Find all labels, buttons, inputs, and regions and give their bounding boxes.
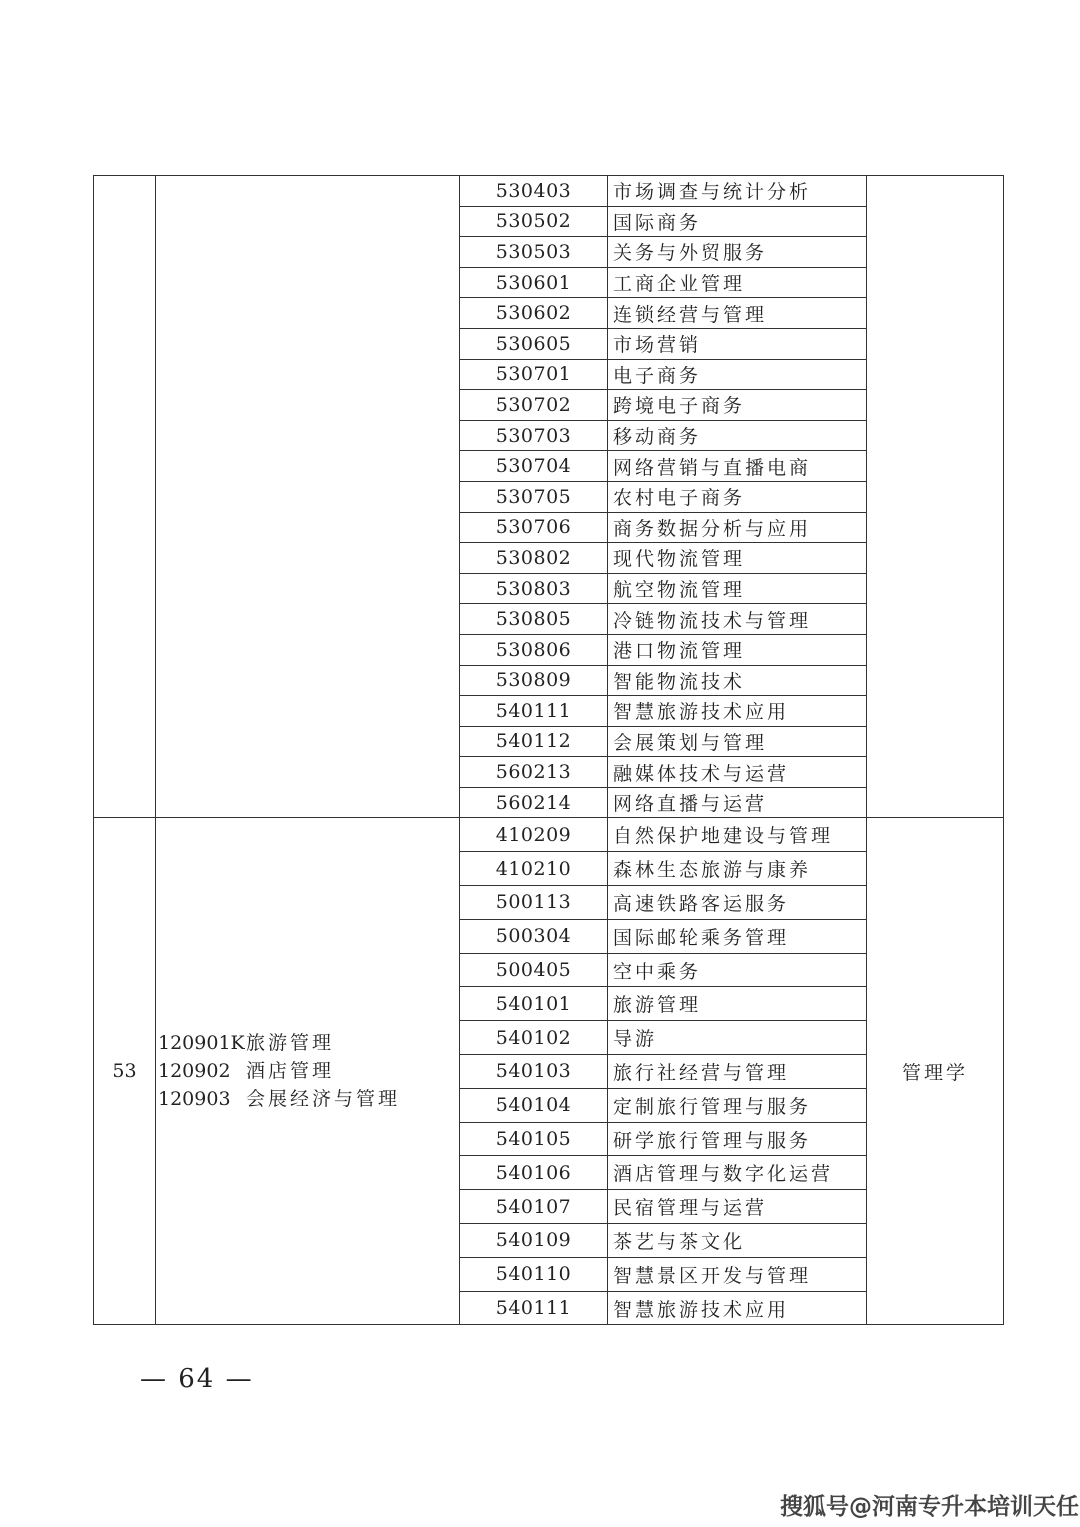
vocational-major-name: 港口物流管理	[608, 634, 867, 665]
vocational-major-code: 540101	[460, 987, 608, 1021]
sequence-number-cell: 53	[94, 818, 156, 1325]
vocational-major-name: 研学旅行管理与服务	[608, 1122, 867, 1156]
vocational-major-name: 移动商务	[608, 420, 867, 451]
vocational-major-name: 自然保护地建设与管理	[608, 818, 867, 852]
vocational-major-code: 530605	[460, 328, 608, 359]
vocational-major-name: 冷链物流技术与管理	[608, 604, 867, 635]
vocational-major-name: 连锁经营与管理	[608, 298, 867, 329]
vocational-major-name: 智慧景区开发与管理	[608, 1257, 867, 1291]
vocational-major-name: 跨境电子商务	[608, 390, 867, 421]
vocational-major-name: 网络直播与运营	[608, 787, 867, 818]
vocational-major-code: 540109	[460, 1224, 608, 1258]
vocational-major-code: 530802	[460, 543, 608, 574]
undergrad-major-name: 会展经济与管理	[246, 1088, 401, 1111]
vocational-major-name: 关务与外贸服务	[608, 237, 867, 268]
vocational-major-code: 540106	[460, 1156, 608, 1190]
discipline-category-cell	[867, 176, 1004, 818]
vocational-major-code: 530803	[460, 573, 608, 604]
vocational-major-code: 540112	[460, 726, 608, 757]
vocational-major-code: 540104	[460, 1088, 608, 1122]
vocational-major-code: 540111	[460, 696, 608, 727]
undergrad-major	[158, 1057, 459, 1085]
vocational-major-code: 500304	[460, 919, 608, 953]
vocational-major-code: 530601	[460, 267, 608, 298]
undergrad-major-name: 旅游管理	[246, 1032, 335, 1055]
sequence-number-cell	[94, 176, 156, 818]
undergrad-major-name: 酒店管理	[246, 1060, 335, 1083]
vocational-major-code: 540105	[460, 1122, 608, 1156]
vocational-major-name: 国际商务	[608, 206, 867, 237]
vocational-major-code: 540110	[460, 1257, 608, 1291]
vocational-major-code: 530602	[460, 298, 608, 329]
vocational-major-code: 530806	[460, 634, 608, 665]
vocational-major-code: 530701	[460, 359, 608, 390]
vocational-major-name: 市场营销	[608, 328, 867, 359]
vocational-major-name: 会展策划与管理	[608, 726, 867, 757]
vocational-major-code: 540102	[460, 1021, 608, 1055]
undergrad-major	[158, 1085, 459, 1113]
vocational-major-code: 530403	[460, 176, 608, 207]
vocational-major-name: 高速铁路客运服务	[608, 886, 867, 920]
vocational-major-name: 智慧旅游技术应用	[608, 1291, 867, 1325]
vocational-major-name: 市场调查与统计分析	[608, 176, 867, 207]
vocational-major-code: 530705	[460, 481, 608, 512]
undergrad-majors-cell	[156, 176, 460, 818]
vocational-major-code: 410209	[460, 818, 608, 852]
vocational-major-name: 智慧旅游技术应用	[608, 696, 867, 727]
vocational-major-name: 网络营销与直播电商	[608, 451, 867, 482]
undergrad-major-code: 120902	[158, 1060, 231, 1083]
vocational-major-code: 560213	[460, 757, 608, 788]
undergrad-major-code: 120901K	[158, 1032, 245, 1055]
vocational-major-name: 智能物流技术	[608, 665, 867, 696]
vocational-major-name: 空中乘务	[608, 953, 867, 987]
vocational-major-name: 旅行社经营与管理	[608, 1055, 867, 1089]
vocational-major-name: 森林生态旅游与康养	[608, 852, 867, 886]
vocational-major-name: 旅游管理	[608, 987, 867, 1021]
vocational-major-name: 航空物流管理	[608, 573, 867, 604]
vocational-major-name: 商务数据分析与应用	[608, 512, 867, 543]
vocational-major-name: 定制旅行管理与服务	[608, 1088, 867, 1122]
undergrad-majors-cell	[156, 818, 460, 1325]
vocational-major-name: 现代物流管理	[608, 543, 867, 574]
vocational-major-code: 540111	[460, 1291, 608, 1325]
vocational-major-code: 500113	[460, 886, 608, 920]
vocational-major-code: 540103	[460, 1055, 608, 1089]
vocational-major-code: 530502	[460, 206, 608, 237]
vocational-major-name: 酒店管理与数字化运营	[608, 1156, 867, 1190]
vocational-major-code: 530704	[460, 451, 608, 482]
vocational-major-name: 工商企业管理	[608, 267, 867, 298]
vocational-major-name: 茶艺与茶文化	[608, 1224, 867, 1258]
vocational-major-code: 530503	[460, 237, 608, 268]
discipline-category-cell: 管理学	[867, 818, 1004, 1325]
majors-table	[93, 175, 1004, 1325]
vocational-major-name: 民宿管理与运营	[608, 1190, 867, 1224]
vocational-major-name: 融媒体技术与运营	[608, 757, 867, 788]
vocational-major-code: 410210	[460, 852, 608, 886]
table-row	[94, 818, 1004, 852]
vocational-major-code: 530805	[460, 604, 608, 635]
vocational-major-name: 国际邮轮乘务管理	[608, 919, 867, 953]
vocational-major-code: 530703	[460, 420, 608, 451]
vocational-major-name: 农村电子商务	[608, 481, 867, 512]
vocational-major-code: 530809	[460, 665, 608, 696]
undergrad-major-code: 120903	[158, 1088, 231, 1111]
vocational-major-code: 540107	[460, 1190, 608, 1224]
page-number: — 64 —	[140, 1364, 254, 1394]
vocational-major-code: 500405	[460, 953, 608, 987]
vocational-major-code: 530706	[460, 512, 608, 543]
vocational-major-name: 导游	[608, 1021, 867, 1055]
table-row	[94, 176, 1004, 207]
vocational-major-code: 530702	[460, 390, 608, 421]
vocational-major-code: 560214	[460, 787, 608, 818]
vocational-major-name: 电子商务	[608, 359, 867, 390]
undergrad-major	[158, 1029, 459, 1057]
watermark: 搜狐号@河南专升本培训天任	[780, 1494, 1079, 1520]
